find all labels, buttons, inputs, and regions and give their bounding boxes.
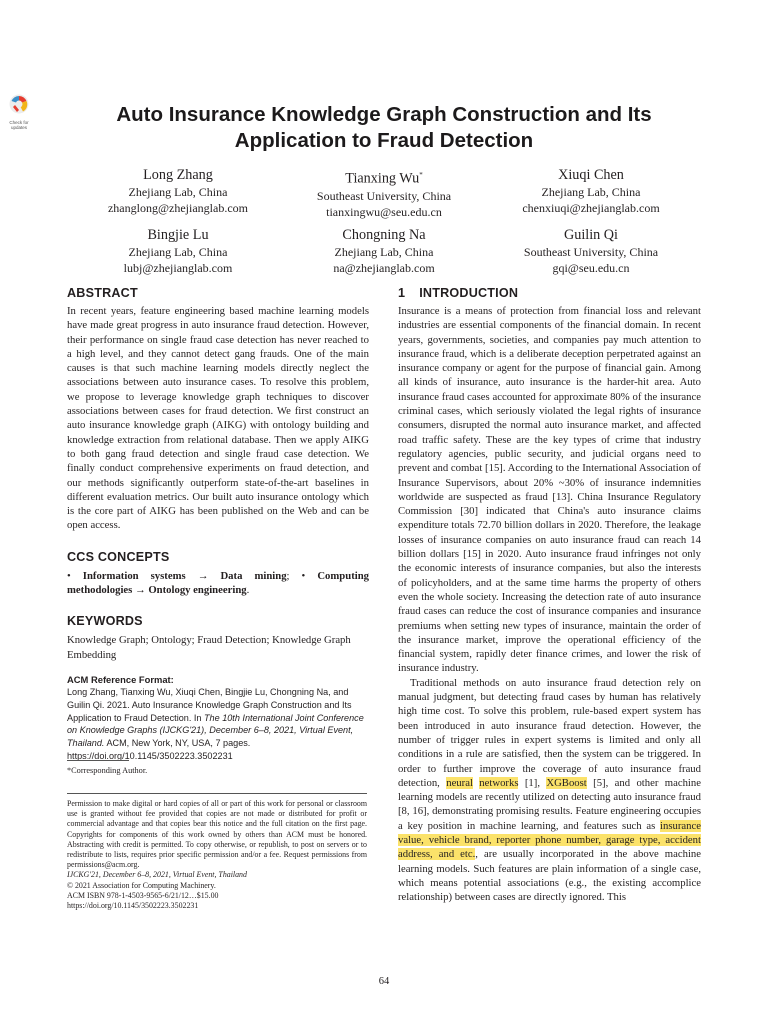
- intro-paragraph-2: Traditional methods on auto insurance fraud detection rely on manual judgment, but detecting fraud cases by human has relatively high time cost. To solve this problem, rule-based expert system has been introduced in auto insurance fraud detection. However, the number of trigger rules in expert systems is limited and only all conditions in a rule are satisfied, then the system can be triggered. In order to further improve the coverage of auto insurance fraud detection, neural networks [1], XGBoost [5], and other machine learning models are recently utilized on detecting auto insurance fraud [8, 16], demonstrating promising results. Feature engineering occupies a key position in machine learning, and features such as insurance value, vehicle brand, reporter phone number, garage type, accident address, and etc., are usually incorporated in the above machine learning models. Such features are plain information of a single case, which means potential associations (e.g., the existing accomplice relationship) between cases are directly ignored. This: [398, 676, 701, 904]
- ccs-heading: CCS CONCEPTS: [67, 549, 170, 564]
- keywords-heading: KEYWORDS: [67, 614, 143, 629]
- author-email[interactable]: gqi@seu.edu.cn: [552, 261, 630, 275]
- permission-divider: [67, 793, 367, 794]
- author-name: Guilin Qi: [564, 227, 618, 243]
- acm-reference-text: Long Zhang, Tianxing Wu, Xiuqi Chen, Bingjie Lu, Chongning Na, and Guilin Qi. 2021. Auto Insurance Knowledge Graph Construction and Its Application to Fraud Detection. In The 10th International Joint Conference on Knowledge Graphs (IJCKG'21), December 6–8, 2021, Virtual Event, Thailand. ACM, New York, NY, USA, 7 pages. https://doi.org/10.1145/3502223.3502231: [67, 686, 364, 761]
- author-affiliation: Southeast University, China: [523, 245, 659, 259]
- right-column: [398, 285, 701, 904]
- author-affiliation: Zhejiang Lab, China: [128, 185, 228, 199]
- abstract-body: In recent years, feature engineering based machine learning models have made great progress in auto insurance fraud detection. However, their performance on single fraud case detection has never reached to a high level, and they cannot detect gang frauds. One of the main causes is that such machine learning models directly neglect the associations between auto insurance cases. To resolve this problem, we propose to leverage knowledge graph techniques to discover associations between cases for fraud detection. We first construct an auto insurance knowledge graph (AIKG) with ontology building and knowledge extraction from relational database. Then we apply AIKG to both gang fraud detection and single fraud case detection. We finally conduct comprehensive experiments on fraud detection, and our methods significantly outperform state-of-the-art baselines in different evaluation metrics. Our built auto insurance ontology which is the core part of AIKG has been published on the Web and can be open access.: [67, 305, 369, 532]
- highlight: networks: [479, 776, 519, 789]
- intro-paragraph-1: Insurance is a means of protection from financial loss and relevant industries are essential components of the financial domain. In recent years, governments, societies, and companies pay much attention to insurance fraud, which is a deliberate deception perpetrated against an insurance company or agent for the purpose of financial gain. Among all kinds of insurance, auto insurance is the harder-hit area. Auto insurance fraud cases accounted for approximate 80% of the insurance criminal cases, which seriously violated the legal rights of insurance consumers, disrupted the normal auto insurance market, and affected road traffic safety. These are the key types of crime that industry regulatory agencies, public security, and judicial organs need to prevent and combat [15]. According to the International Association of Insurance Supervisors, about 20% ~30% of insurance indemnities worldwide are suspected as fraud [13]. China Insurance Regulatory Commission [30] indicated that China's auto insurance claims expenditure totals 72.70 billion dollars in 2020. Therefore, the leakage losses of insurance companies on auto insurance fraud can reach 14 billion dollars [15] in 2020. Auto insurance fraud infringes not only the economic interests of insurance companies, but also the interests of policyholders, and at the same time harms the property of others even the whole society. Increasing the detection rate of auto insurance fraud cases can reduce the cost of insurance companies and insurance premiums when setting new types of insurance, maintain the order of the insurance market, improve the operational efficiency of the financial system, rapidly deter finance crimes, and lower the risk of insurance industry.: [398, 305, 701, 675]
- author-email[interactable]: chenxiuqi@zhejianglab.com: [522, 201, 660, 215]
- author-name: Tianxing Wu*: [345, 170, 423, 187]
- author-affiliation: Southeast University, China: [316, 188, 452, 203]
- author-name: Chongning Na: [342, 227, 426, 243]
- author-block: [68, 166, 288, 216]
- corresponding-mark: *: [419, 171, 423, 179]
- highlight: XGBoost: [546, 776, 587, 789]
- author-email[interactable]: zhanglong@zhejianglab.com: [107, 201, 248, 215]
- author-block: [68, 226, 288, 276]
- title-line-2: Application to Fraud Detection: [234, 128, 534, 152]
- author-name: Long Zhang: [143, 167, 213, 183]
- author-affiliation: Zhejiang Lab, China: [128, 245, 228, 259]
- copyright-line: © 2021 Association for Computing Machinery.: [67, 880, 216, 890]
- badge-label: Check for updates: [9, 120, 29, 130]
- title-line-1: Auto Insurance Knowledge Graph Construction and Its: [116, 103, 652, 126]
- paper-title: [60, 102, 708, 153]
- isbn-line: ACM ISBN 978-1-4503-9565-6/21/12…$15.00: [67, 890, 219, 900]
- author-affiliation: Zhejiang Lab, China: [541, 185, 641, 199]
- doi-link[interactable]: https://doi.org/10.1145/3502223.3502231: [67, 901, 199, 911]
- author-name: Xiuqi Chen: [558, 167, 624, 183]
- author-email[interactable]: na@zhejianglab.com: [333, 261, 435, 275]
- acm-reference-heading: ACM Reference Format:: [67, 673, 174, 685]
- check-for-updates-badge[interactable]: [4, 93, 34, 130]
- author-block: [274, 166, 494, 220]
- abstract-heading: ABSTRACT: [67, 286, 138, 300]
- author-email[interactable]: tianxingwu@seu.edu.cn: [326, 204, 442, 219]
- footnote-divider: [67, 760, 129, 761]
- author-name: Bingjie Lu: [147, 227, 209, 243]
- crossmark-icon: [4, 93, 34, 115]
- author-block: [481, 226, 701, 276]
- introduction-heading: 1 INTRODUCTION: [398, 286, 519, 300]
- corresponding-footnote: *Corresponding Author.: [67, 766, 148, 775]
- permission-block: [67, 799, 367, 911]
- author-email[interactable]: lubj@zhejianglab.com: [123, 261, 233, 275]
- permission-text: Permission to make digital or hard copies of all or part of this work for personal or classroom use is granted without fee provided that copies are not made or distributed for profit or commercial advantage and that copies bear this notice and the full citation on the first page. Copyrights for components of this work owned by others than ACM must be honored. Abstracting with credit is permitted. To copy otherwise, or republish, to post on servers or to redistribute to lists, requires prior specific permission and/or a fee. Request permissions from permissions@acm.org.: [67, 799, 367, 870]
- ccs-concepts: • Information systems → Data mining; • Computing methodologies → Ontology engineering.: [67, 569, 370, 597]
- conference-venue: IJCKG'21, December 6–8, 2021, Virtual Event, Thailand: [67, 870, 247, 880]
- author-block: [274, 226, 494, 276]
- highlight: neural: [446, 776, 473, 789]
- author-affiliation: Zhejiang Lab, China: [334, 245, 434, 259]
- author-block: [481, 166, 701, 216]
- page-number: 64: [378, 976, 390, 987]
- keywords-body: Knowledge Graph; Ontology; Fraud Detection; Knowledge Graph Embedding: [67, 634, 351, 661]
- left-column: [67, 285, 369, 763]
- highlight: insurance value, vehicle brand, reporter phone number, garage type, accident address, and etc.: [398, 819, 701, 861]
